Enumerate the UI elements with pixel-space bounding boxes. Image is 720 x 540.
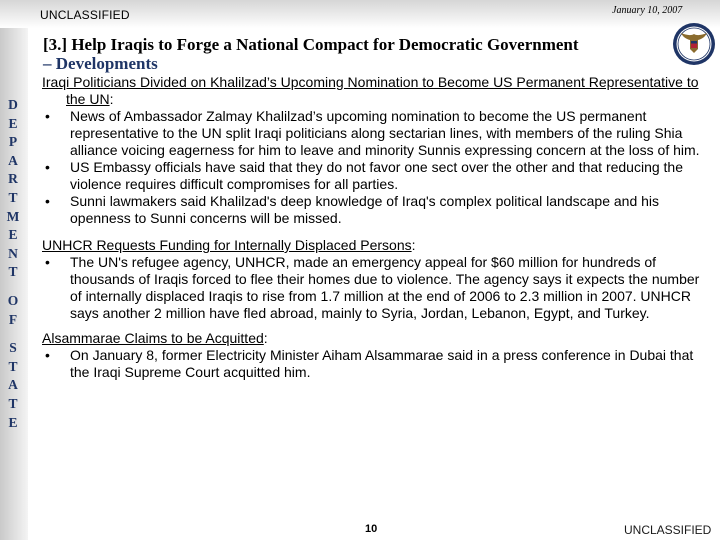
- side-letter: M: [6, 208, 20, 224]
- slide-body: [42, 74, 710, 381]
- side-letter: O: [7, 292, 19, 308]
- bullet-list: [42, 254, 710, 322]
- heading-colon: :: [263, 330, 268, 346]
- list-item: [42, 347, 710, 381]
- side-letter: D: [8, 97, 18, 112]
- section-heading-text: UNHCR Requests Funding for Internally Displaced Persons: [42, 237, 412, 253]
- bullet-text: Sunni lawmakers said Khalilzad's deep knowledge of Iraq's complex political landscape and his openness to Sunni concerns will be missed.: [70, 193, 660, 226]
- side-letter: R: [8, 171, 18, 187]
- list-item: [42, 108, 710, 159]
- side-letter: A: [8, 377, 18, 393]
- section-heading-text: Alsammarae Claims to be Acquitted: [42, 330, 264, 346]
- heading-colon: :: [411, 237, 416, 253]
- side-letter: F: [8, 311, 18, 327]
- section-unhcr: [42, 237, 710, 322]
- list-item: [42, 254, 710, 322]
- side-letter: N: [8, 245, 18, 261]
- side-letter: T: [8, 264, 18, 280]
- slide-date: January 10, 2007: [612, 5, 683, 16]
- bullet-text: US Embassy officials have said that they do not favor one sect over the other and that reducing the violence requires difficult compromises for all parties.: [70, 159, 683, 192]
- section-heading: [42, 330, 710, 347]
- bullet-icon: •: [45, 108, 50, 124]
- bullet-icon: •: [45, 347, 50, 363]
- side-gap: [4, 282, 22, 292]
- side-letter: A: [8, 152, 18, 168]
- list-item: [42, 159, 710, 193]
- bullet-list: [42, 347, 710, 381]
- side-letter: E: [8, 227, 18, 243]
- section-heading-text: Iraqi Politicians Divided on Khalilzad’s Upcoming Nomination to Become US Permanent Representative to the UN: [42, 74, 699, 107]
- list-item: [42, 193, 710, 227]
- side-letter: P: [8, 134, 18, 150]
- classification-bottom: UNCLASSIFIED: [624, 523, 712, 537]
- bullet-text: The UN's refugee agency, UNHCR, made an emergency appeal for $60 million for hundreds of thousands of Iraqis forced to flee their homes due to violence. The agency says it expects the number of internally displaced Iraqis to rise from 1.7 million at the end of 2006 to 2.3 million in 2007. UNHCR says another 2 million have fled abroad, mainly to Syria, Jordan, Lebanon, Egypt, and Turkey.: [70, 254, 700, 321]
- section-khalilzad: [42, 74, 710, 227]
- side-letter: E: [8, 414, 18, 430]
- bullet-icon: •: [45, 254, 50, 270]
- department-of-state-vertical-label: [4, 96, 22, 432]
- heading-colon: :: [109, 91, 114, 107]
- bullet-text: On January 8, former Electricity Minister Aiham Alsammarae said in a press conference in Dubai that the Iraqi Supreme Court acquitted him.: [70, 347, 694, 380]
- side-letter: T: [8, 189, 18, 205]
- title-line-1: [3.] Help Iraqis to Forge a National Compact for Democratic Government: [43, 35, 579, 54]
- section-alsammarae: [42, 330, 710, 381]
- classification-top: UNCLASSIFIED: [40, 8, 130, 22]
- bullet-text: News of Ambassador Zalmay Khalilzad’s upcoming nomination to become the US permanent representative to the UN split Iraqi politicians along sectarian lines, with members of the ruling Shia alliance voicing eagerness for him to leave and minority Sunnis expressing concern at the loss of him.: [70, 108, 700, 158]
- side-letter: T: [8, 358, 18, 374]
- side-letter: E: [8, 115, 18, 131]
- side-letter: T: [8, 395, 18, 411]
- title-line-2: – Developments: [43, 54, 158, 73]
- side-gap: [4, 329, 22, 339]
- slide-title: [43, 35, 683, 73]
- side-letter: S: [9, 340, 17, 356]
- state-department-seal-icon: [672, 22, 716, 66]
- bullet-icon: •: [45, 193, 50, 209]
- section-heading: [42, 74, 710, 108]
- section-heading: [42, 237, 710, 254]
- bullet-icon: •: [45, 159, 50, 175]
- bullet-list: [42, 108, 710, 227]
- page-number: 10: [365, 523, 378, 535]
